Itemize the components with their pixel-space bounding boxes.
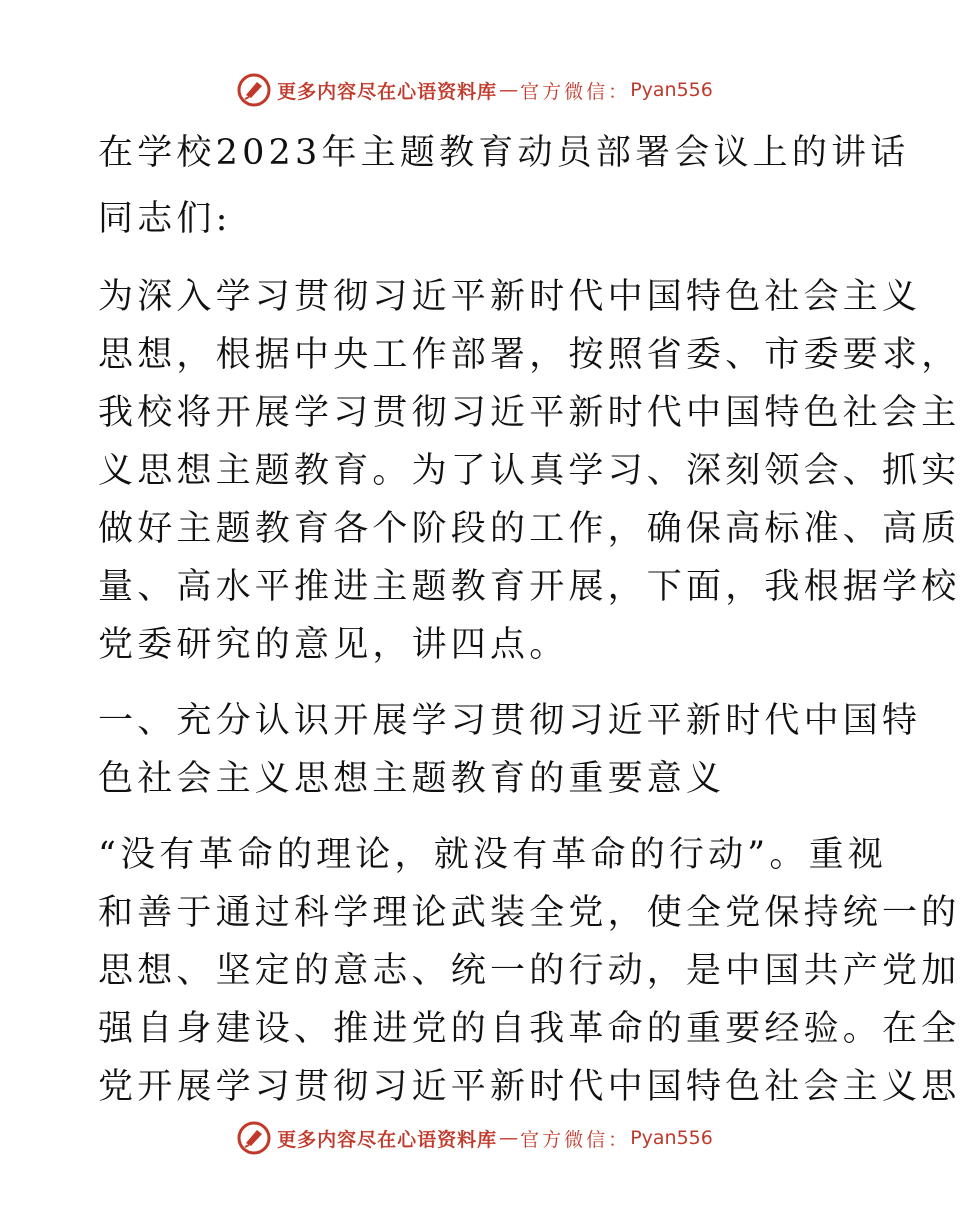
watermark-dash: — xyxy=(499,79,519,101)
paragraph-line: 思想，根据中央工作部署，按照省委、市委要求， xyxy=(98,335,960,375)
paragraph-line: 我校将开展学习贯彻习近平新时代中国特色社会主 xyxy=(98,393,960,433)
paragraph-line: “没有革命的理论，就没有革命的行动”。重视 xyxy=(98,835,887,875)
paragraph-line: 义思想主题教育。为了认真学习、深刻领会、抓实 xyxy=(98,451,960,491)
header-watermark xyxy=(0,70,950,110)
heading-line: 色社会主义思想主题教育的重要意义 xyxy=(98,759,726,799)
section-1-paragraph xyxy=(98,826,960,1116)
paragraph-line: 强自身建设、推进党的自我革命的重要经验。在全 xyxy=(98,1009,960,1049)
watermark-text: 更多内容尽在心语资料库 xyxy=(277,1128,498,1151)
watermark-text: 更多内容尽在心语资料库 xyxy=(277,80,498,103)
salutation: 同志们: xyxy=(98,199,232,239)
watermark-wechat-id: Pyan556 xyxy=(630,79,713,101)
document-title: 在学校2023年主题教育动员部署会议上的讲话 xyxy=(98,133,910,173)
watermark-wechat-label: 官方微信： xyxy=(520,1128,631,1151)
document-body xyxy=(98,124,960,1116)
paragraph-line: 党开展学习贯彻习近平新时代中国特色社会主义思 xyxy=(98,1067,960,1107)
paragraph-line: 和善于通过科学理论武装全党，使全党保持统一的 xyxy=(98,893,960,933)
paragraph-line: 思想、坚定的意志、统一的行动，是中国共产党加 xyxy=(98,951,960,991)
paragraph-line: 量、高水平推进主题教育开展，下面，我根据学校 xyxy=(98,567,960,607)
intro-paragraph xyxy=(98,268,960,674)
brand-logo-icon xyxy=(237,1121,271,1155)
watermark-dash: — xyxy=(499,1127,519,1149)
watermark-wechat-id: Pyan556 xyxy=(630,1127,713,1149)
paragraph-line: 做好主题教育各个阶段的工作，确保高标准、高质 xyxy=(98,509,960,549)
brand-logo-icon xyxy=(237,73,271,107)
paragraph-line: 为深入学习贯彻习近平新时代中国特色社会主义 xyxy=(98,277,922,317)
watermark-wechat-label: 官方微信： xyxy=(520,80,631,103)
footer-watermark xyxy=(0,1118,950,1158)
paragraph-line: 党委研究的意见，讲四点。 xyxy=(98,625,569,665)
heading-line: 一、充分认识开展学习贯彻习近平新时代中国特 xyxy=(98,701,922,741)
section-1-heading xyxy=(98,692,922,808)
